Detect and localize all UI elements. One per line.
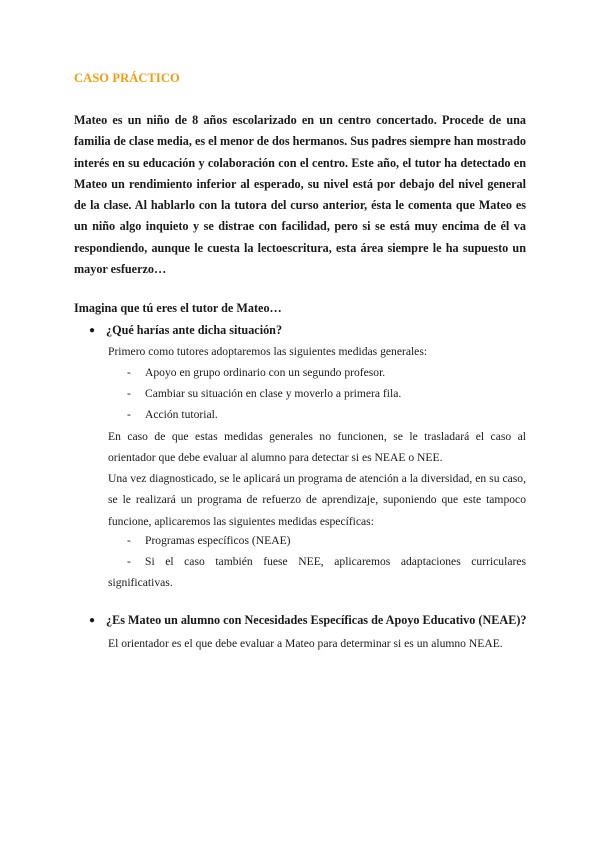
- dash-icon: -: [127, 555, 131, 568]
- question-2-text: ¿Es Mateo un alumno con Necesidades Específicas de Apoyo Educativo (NEAE)?: [106, 613, 527, 627]
- dash-icon: -: [127, 534, 131, 547]
- document-title: CASO PRÁCTICO: [74, 71, 180, 85]
- q1-paragraph-2: Una vez diagnosticado, se le aplicará un programa de atención a la diversidad, en su caso, se le realizará un programa de refuerzo de aprendizaje, suponiendo que este tampoco funcione, aplicaremos las siguientes medidas específicas:: [108, 472, 526, 528]
- question-1-text: ¿Qué harías ante dicha situación?: [106, 323, 283, 337]
- question-2: [89, 613, 529, 628]
- specific-measure-item: - Programas específicos (NEAE): [127, 534, 291, 547]
- dash-icon: -: [127, 366, 131, 379]
- dash-icon: -: [127, 387, 131, 400]
- q2-answer: El orientador es el que debe evaluar a Mateo para determinar si es un alumno NEAE.: [108, 637, 503, 650]
- q1-lead: Primero como tutores adoptaremos las siguientes medidas generales:: [108, 345, 428, 358]
- case-prompt: Imagina que tú eres el tutor de Mateo…: [74, 301, 282, 315]
- specific-measure-item: - Si el caso también fuese NEE, aplicaremos adaptaciones curriculares significativas.: [108, 551, 526, 594]
- bullet-icon: ●: [89, 615, 96, 626]
- general-measure-item: - Cambiar su situación en clase y moverlo a primera fila.: [127, 387, 402, 400]
- dash-icon: -: [127, 408, 131, 421]
- case-description: Mateo es un niño de 8 años escolarizado en un centro concertado. Procede de una familia de clase media, es el menor de dos hermanos. Sus padres siempre han mostrado interés en su educación y colaboración con el centro. Este año, el tutor ha detectado en Mateo un rendimiento inferior al esperado, su nivel está por debajo del nivel general de la clase. Al hablarlo con la tutora del curso anterior, ésta le comenta que Mateo es un niño algo inquieto y se distrae con facilidad, pero si se está muy encima de él va respondiendo, aunque le cuesta la lectoescritura, esta área siempre le ha supuesto un mayor esfuerzo…: [74, 113, 526, 277]
- general-measure-item: - Apoyo en grupo ordinario con un segundo profesor.: [127, 366, 386, 379]
- general-measure-item: - Acción tutorial.: [127, 408, 218, 421]
- question-1: [89, 323, 529, 338]
- bullet-icon: ●: [89, 325, 96, 336]
- q1-paragraph-1: En caso de que estas medidas generales no funcionen, se le trasladará el caso al orientador que debe evaluar al alumno para detectar si es NEAE o NEE.: [108, 430, 526, 465]
